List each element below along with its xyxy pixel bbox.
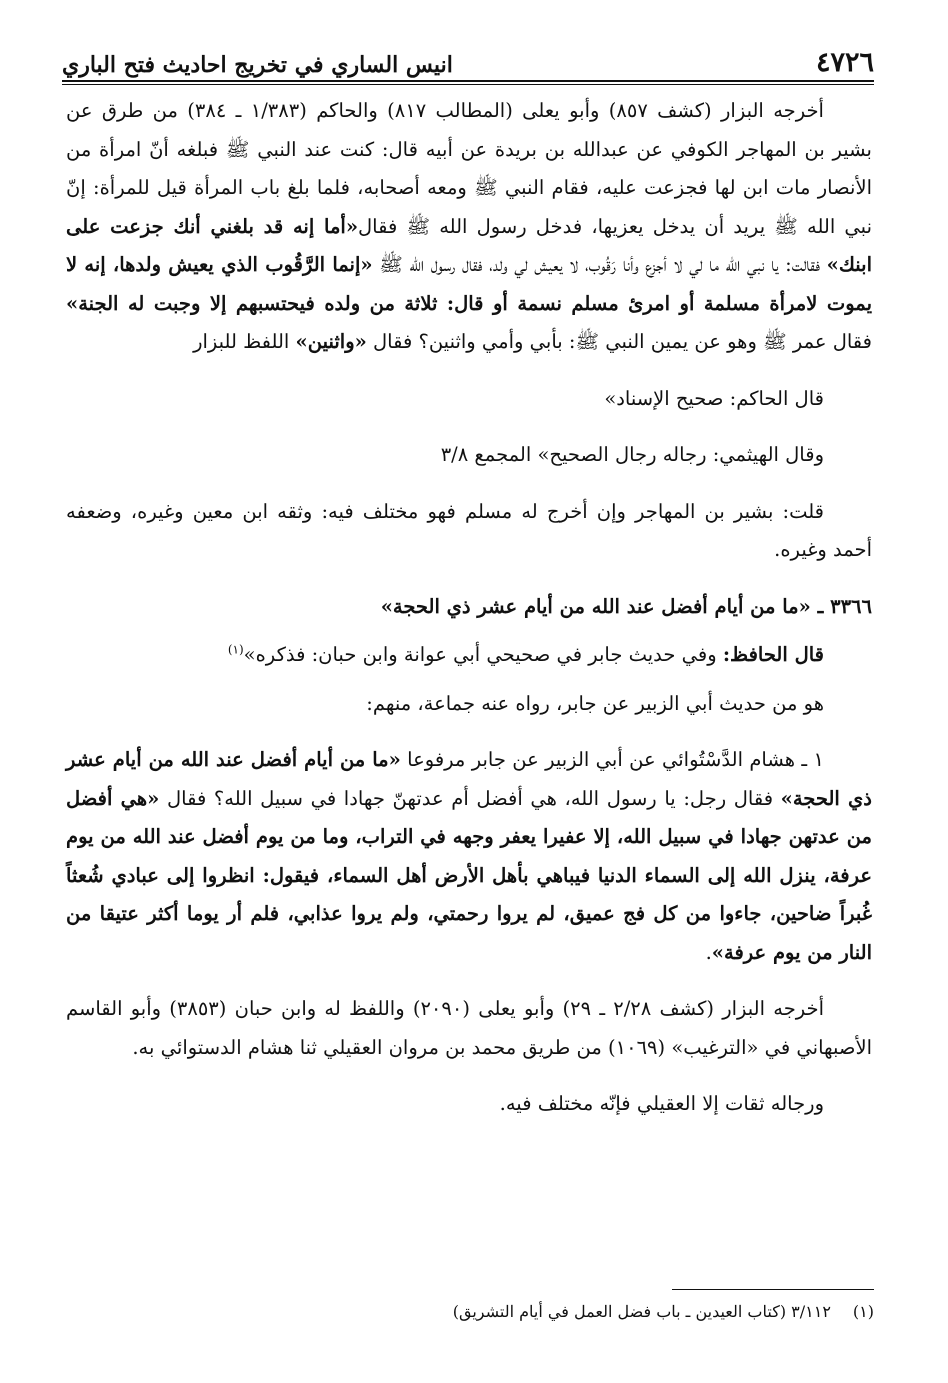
paragraph-hafiz <box>66 636 872 675</box>
text-run: اللفظ للبزار <box>193 330 296 353</box>
header-rule <box>62 80 874 85</box>
hadith-quote: «واثنين» <box>295 330 367 353</box>
paragraph-intro: هو من حديث أبي الزبير عن جابر، رواه عنه جماعة، منهم: <box>366 691 824 715</box>
page-header <box>62 38 874 78</box>
paragraph-narration <box>66 741 872 972</box>
paragraph-takhrij-1 <box>66 92 872 362</box>
text-run: فقال عمر ﷺ وهو عن يمين النبي ﷺ: بأبي وأمي واثنين؟ فقال <box>366 330 872 353</box>
text-run: وفي حديث جابر في صحيحي أبي عوانة وابن حبان: فذكره» <box>243 643 723 666</box>
text-run: فقال رجل: يا رسول الله، هي أفضل أم عدتهنّ جهادا في سبيل الله؟ فقال <box>159 786 781 810</box>
footnote-rule <box>672 1289 874 1290</box>
footnote-marker: (١) <box>852 1302 874 1321</box>
text-run: . <box>705 940 712 964</box>
entry-heading: ٣٣٦٦ ـ «ما من أيام أفضل عند الله من أيام عشر ذي الحجة» <box>380 594 872 618</box>
page-number: ٤٧٢٦ <box>815 47 874 78</box>
footnote <box>66 1298 874 1326</box>
hafiz-label: قال الحافظ: <box>722 643 824 666</box>
paragraph-haythami: وقال الهيثمي: رجاله رجال الصحيح» المجمع ٣/٨ <box>440 443 824 466</box>
footnote-ref[interactable]: (١) <box>227 642 244 657</box>
paragraph-hakim: قال الحاكم: صحيح الإسناد» <box>604 386 824 410</box>
text-run: ١ ـ هشام الدَّسْتُوائي عن أبي الزبير عن جابر مرفوعا <box>400 748 824 771</box>
hadith-quote: «ما من أيام أفضل عند الله من أيام عشر ذي الحجة» <box>66 748 872 810</box>
text-run: فقالت: يا نبي الله ما لي لا أجزع وأنا رَقُوب، لا يعيش لي ولد، فقال رسول الله ﷺ <box>372 253 827 276</box>
text-run: أخرجه البزار (كشف ٨٥٧) وأبو يعلى (المطالب ٨١٧) والحاكم (١/٣٨٣ ـ ٣٨٤) من طرق عن بشير بن المهاجر الكوفي عن عبدالله بن بريدة عن أبيه قال: كنت عند النبي ﷺ فبلغه أنّ امرأة من الأنصار مات ابن لها فجزعت عليه، فقام النبي ﷺ ومعه أصحابه، فلما بلغ باب المرأة قيل للمرأة: إنّ نبي الله ﷺ يريد أن يدخل يعزيها، فدخل رسول الله ﷺ فقال <box>66 99 872 238</box>
main-text <box>66 92 872 1124</box>
hadith-quote: «أما إنه قد بلغني أنك جزعت على ابنك» <box>66 214 873 276</box>
hadith-quote: «إنما الرَّقُوب الذي يعيش ولدها، إنه لا يموت لامرأة مسلمة أو امرئ مسلم نسمة أو قال: ثلاثة من ولده فيحتسبهم إلا وجبت له الجنة» <box>66 253 872 315</box>
hadith-quote: «هي أفضل من عدتهن جهادا في سبيل الله، إلا عفيرا يعفر وجهه في التراب، وما من يوم أفضل عند الله من يوم عرفة، ينزل الله إلى السماء الدنيا فيباهي بأهل الأرض أهل السماء، فيقول: انظروا إلى عبادي شُعثاً غُبراً ضاحين، جاءوا من كل فج عميق، لم يروا رحمتي، ولم يروا عذابي، فلم أر يوما أكثر عتيقا من النار من يوم عرفة» <box>66 786 872 964</box>
footnote-text: ٣/١١٢ (كتاب العيدين ـ باب فضل العمل في أيام التشريق) <box>452 1302 831 1321</box>
paragraph-rijal: ورجاله ثقات إلا العقيلي فإنّه مختلف فيه. <box>499 1092 824 1115</box>
running-title: انيس الساري في تخريج احاديث فتح الباري <box>62 52 453 78</box>
paragraph-note: قلت: بشير بن المهاجر وإن أخرج له مسلم فهو مختلف فيه: وثقه ابن معين وغيره، وضعفه أحمد وغيره. <box>66 499 872 561</box>
paragraph-takhrij-2: أخرجه البزار (كشف ٢/٢٨ ـ ٢٩) وأبو يعلى (٢٠٩٠) واللفظ له وابن حبان (٣٨٥٣) وأبو القاسم الأصبهاني في «الترغيب» (١٠٦٩) من طريق محمد بن مروان العقيلي ثنا هشام الدستوائي به. <box>66 997 872 1059</box>
